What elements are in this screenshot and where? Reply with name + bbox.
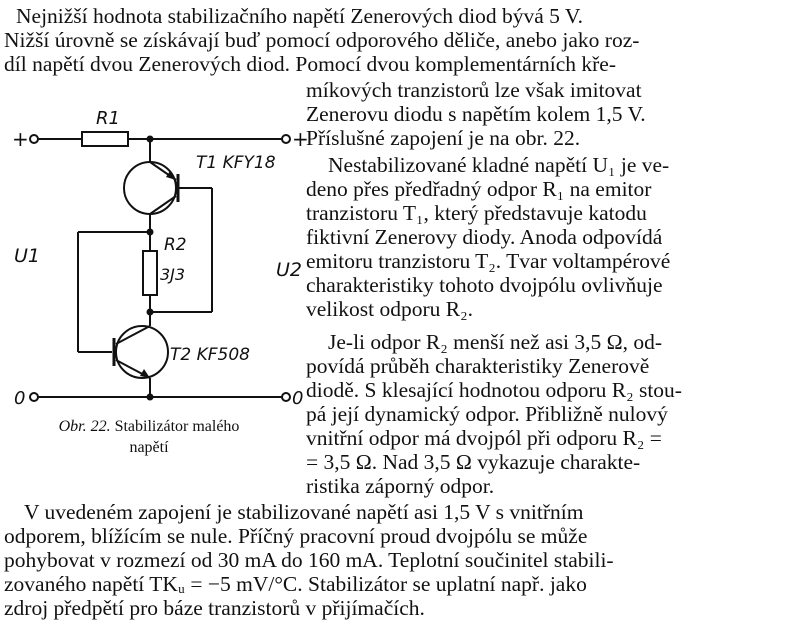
- label-t2: T2 KF508: [170, 345, 250, 365]
- text-line: deno přes předřadný odpor R₁ na emitor: [306, 177, 652, 201]
- label-zero-left: 0: [14, 388, 26, 409]
- text-line: charakteristiky tohoto dvojpólu ovlivňuje: [306, 273, 663, 297]
- text-line: diodě. S klesající hodnotou odporu R₂ stou-: [306, 378, 682, 402]
- transistor-t1-symbol: [124, 162, 176, 214]
- caption-text-2: napětí: [129, 439, 169, 456]
- text-line: V uvedeném zapojení je stabilizované napětí asi 1,5 V s vnitřním: [24, 500, 584, 524]
- text-line: Zenerovu diodu s napětím kolem 1,5 V.: [306, 102, 646, 126]
- terminal-plus-left: [30, 135, 38, 143]
- label-plus-right: +: [292, 127, 309, 151]
- transistor-t2-symbol: [116, 326, 168, 378]
- label-r2: R2: [164, 235, 187, 255]
- figure-caption: [8, 416, 290, 458]
- terminal-zero-left: [30, 393, 38, 401]
- label-zero-right: 0: [292, 388, 304, 409]
- resistor-r1-symbol: [82, 132, 128, 146]
- terminal-plus-right: [282, 135, 290, 143]
- t2-emitter-arrow: [140, 369, 150, 378]
- text-line: pohybovat v rozmezí od 30 mA do 160 mA. Teplotní součinitel stabili-: [4, 548, 614, 572]
- label-plus-left: +: [12, 127, 29, 151]
- text-line: vnitřní odpor má dvojpól při odporu R₂ =: [306, 426, 662, 450]
- text-line: povídá průběh charakteristiky Zenerově: [306, 354, 650, 378]
- text-line: Je-li odpor R₂ menší než asi 3,5 Ω, od-: [328, 330, 662, 354]
- text-line: Nejnižší hodnota stabilizačního napětí Zenerových diod bývá 5 V.: [16, 4, 584, 28]
- terminal-zero-right: [282, 393, 290, 401]
- label-u1: U1: [14, 245, 40, 267]
- text-line: = 3,5 Ω. Nad 3,5 Ω vykazuje charakte-: [306, 450, 641, 474]
- caption-label: Obr. 22.: [58, 418, 111, 435]
- resistor-r2-symbol: [143, 251, 157, 295]
- text-line: emitoru tranzistoru T₂. Tvar voltampérové: [306, 249, 671, 273]
- caption-text: Stabilizátor malého: [110, 418, 240, 435]
- text-line: míkových tranzistorů lze však imitovat: [306, 78, 642, 102]
- text-line: fiktivní Zenerovy diody. Anoda odpovídá: [306, 225, 663, 249]
- text-line: Příslušné zapojení je na obr. 22.: [306, 126, 581, 150]
- text-line: Nestabilizované kladné napětí U₁ je ve-: [328, 153, 670, 177]
- label-u2: U2: [276, 259, 302, 281]
- text-line: zdroj předpětí pro báze tranzistorů v přijímačích.: [4, 596, 425, 620]
- text-line: velikost odporu R₂.: [306, 297, 473, 321]
- text-line: Nižší úrovně se získávají buď pomocí odporového děliče, anebo jako roz-: [4, 28, 640, 52]
- text-line: tranzistoru T₁, který představuje katodu: [306, 201, 647, 225]
- text-line: odporem, blížícím se nule. Příčný pracovní proud dvojpólu se může: [4, 524, 588, 548]
- label-r1: R1: [96, 108, 120, 129]
- label-r2-value: 3J3: [160, 265, 186, 284]
- text-line: pá její dynamický odpor. Přibližně nulový: [306, 402, 668, 426]
- text-line: díl napětí dvou Zenerových diod. Pomocí dvou komplementárních kře-: [4, 52, 617, 76]
- text-line: zovaného napětí TKᵤ = −5 mV/°C. Stabilizátor se uplatní např. jako: [4, 572, 587, 596]
- label-t1: T1 KFY18: [196, 153, 276, 173]
- text-line: ristika záporný odpor.: [306, 474, 495, 498]
